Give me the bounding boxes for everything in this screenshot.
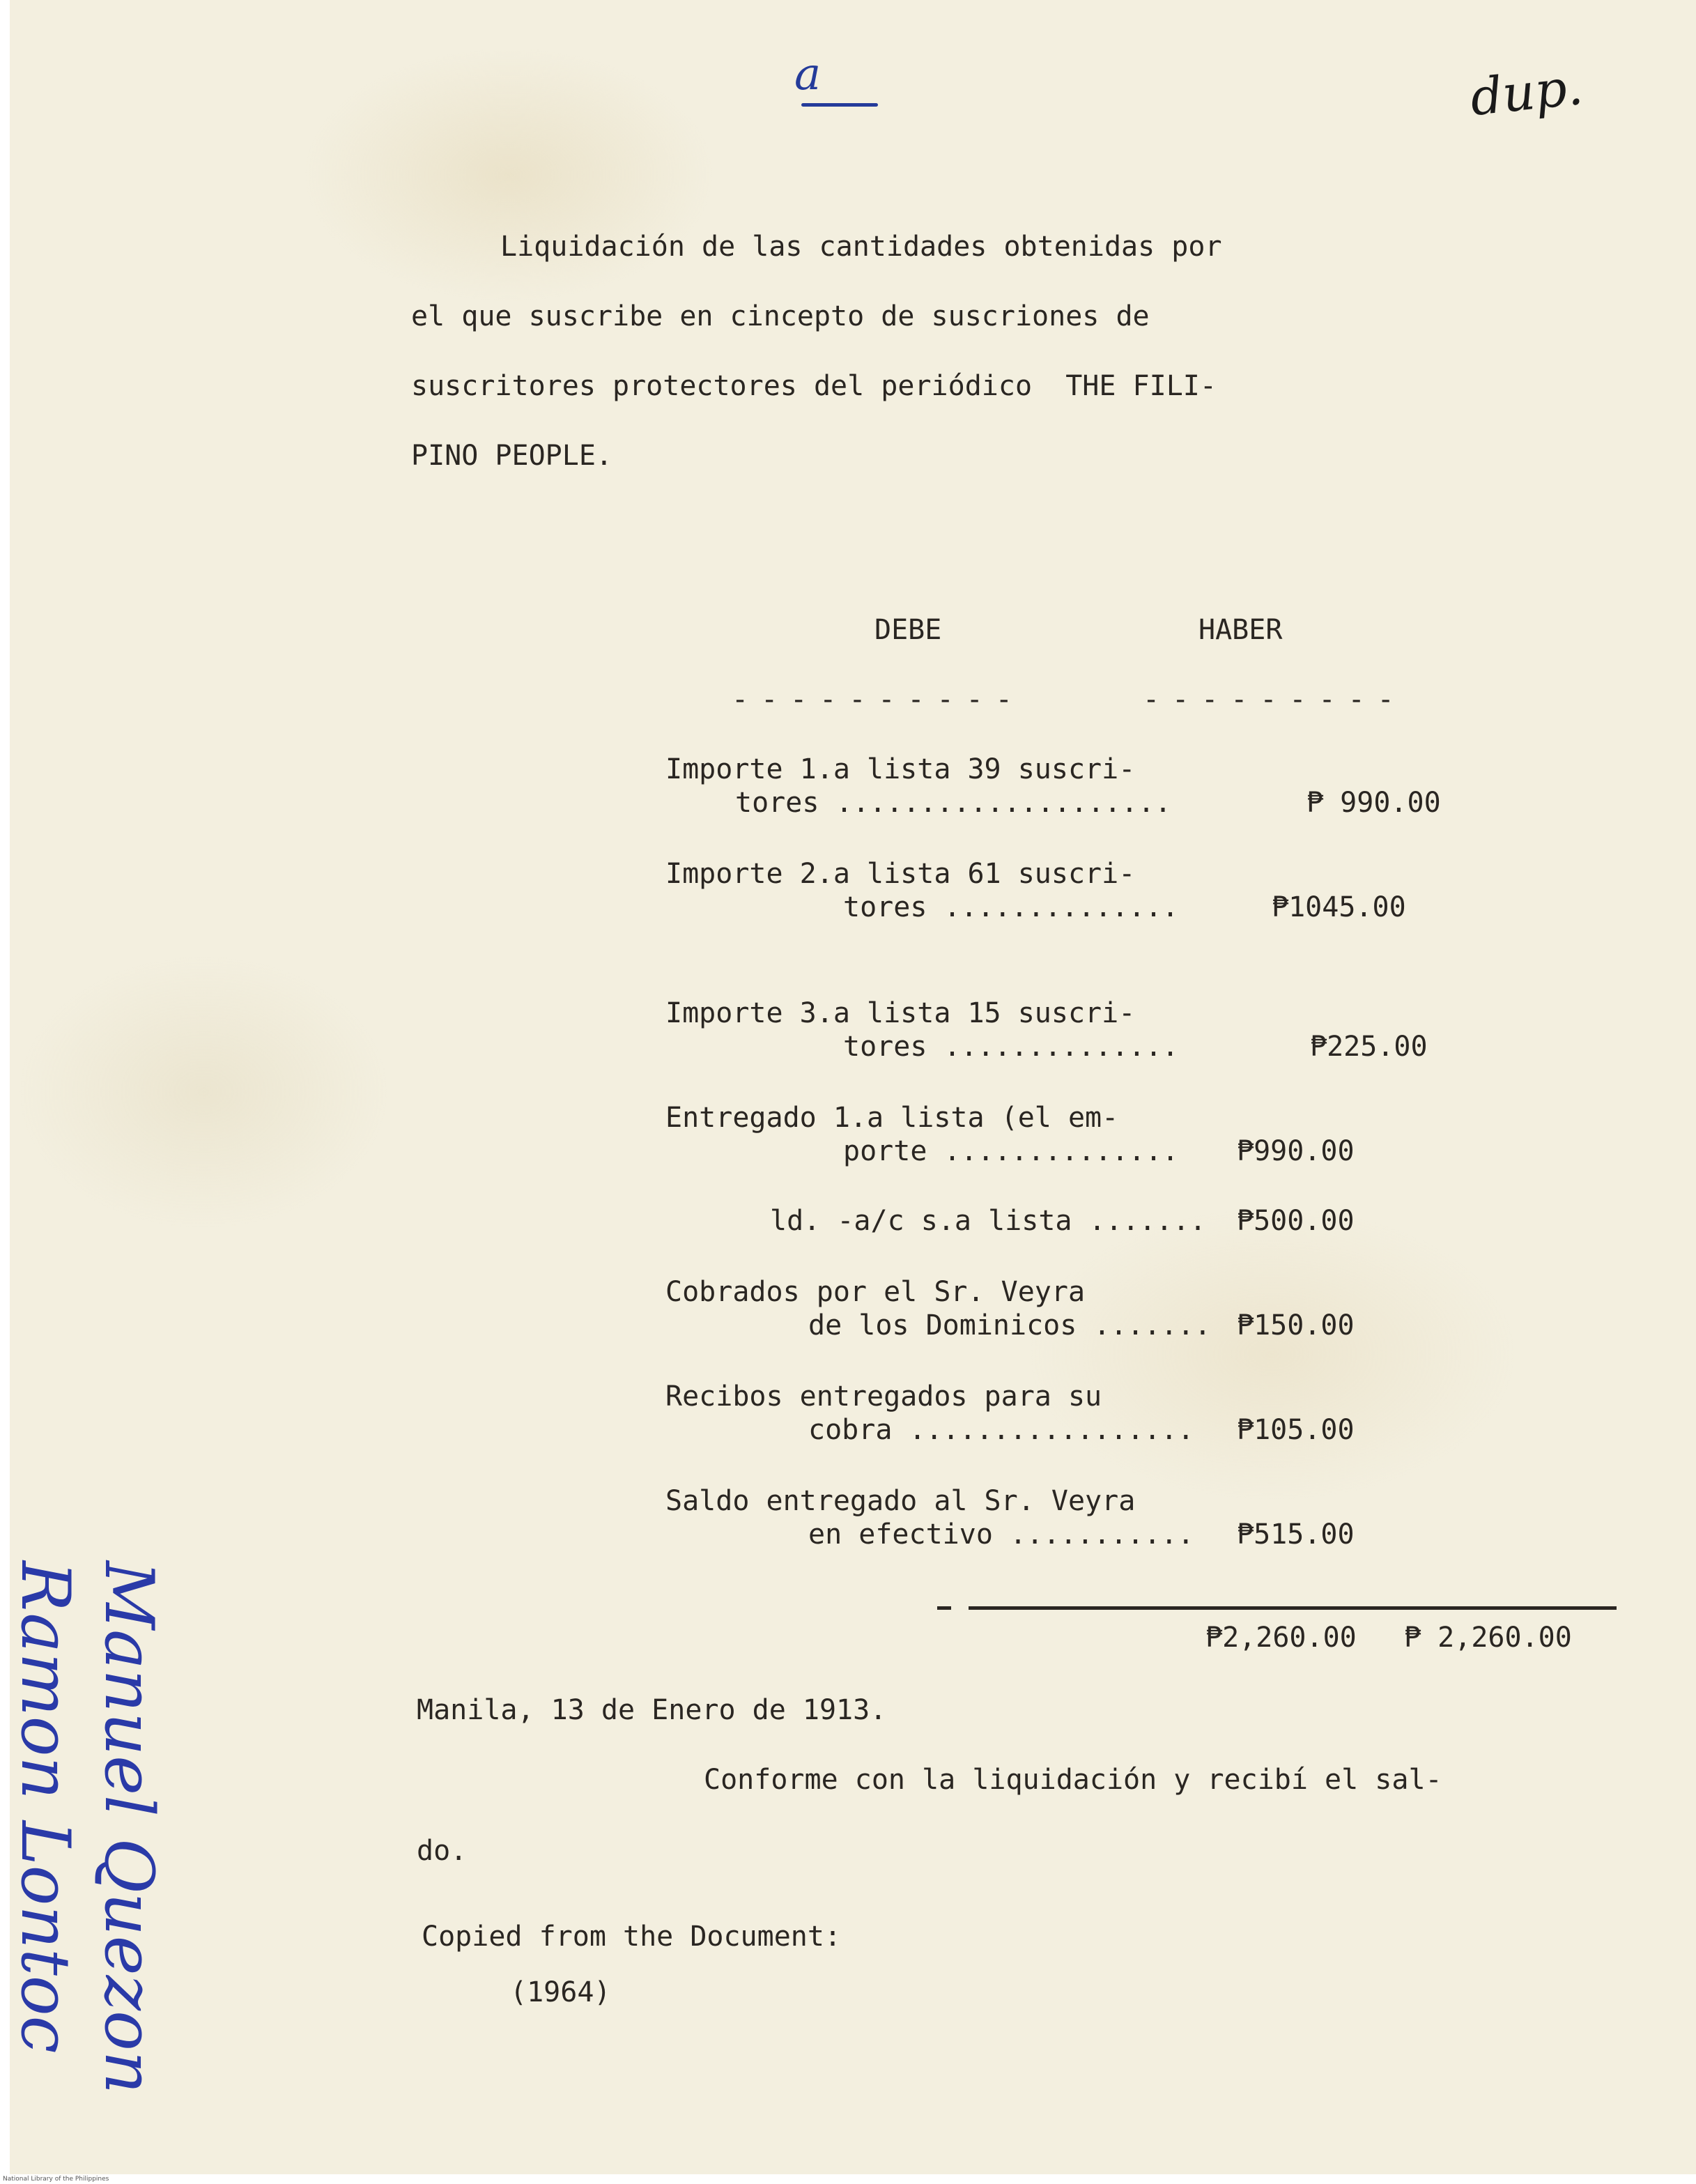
entry-2-line2: tores .............. [843,891,1179,923]
entry-6-amount: ₱150.00 [1237,1309,1355,1341]
intro-line-4: PINO PEOPLE. [411,440,612,472]
haber-dashes: --------- [1143,684,1407,716]
total-debe: ₱2,260.00 [1205,1622,1357,1654]
copied-line-1: Copied from the Document: [422,1921,842,1953]
entry-6-line2: de los Dominicos ....... [808,1309,1211,1341]
top-mark-underline [801,103,878,107]
place-date: Manila, 13 de Enero de 1913. [417,1694,887,1726]
entry-8-amount: ₱515.00 [1237,1518,1355,1551]
entry-5-line2: ld. -a/c s.a lista ....... [770,1205,1207,1237]
entry-3-amount: ₱225.00 [1310,1031,1428,1063]
entry-4-line1: Entregado 1.a lista (el em- [665,1102,1119,1134]
entry-3-line2: tores .............. [843,1031,1179,1063]
entry-3-line1: Importe 3.a lista 15 suscri- [665,997,1136,1029]
debe-header: DEBE [874,614,942,646]
entry-4-amount: ₱990.00 [1237,1135,1355,1167]
entry-8-line2: en efectivo ........... [808,1518,1194,1551]
dup-handwritten-mark: dup. [1467,56,1586,128]
entry-2-line1: Importe 2.a lista 61 suscri- [665,858,1136,890]
entry-8-line1: Saldo entregado al Sr. Veyra [665,1485,1136,1517]
total-haber: ₱ 2,260.00 [1404,1622,1572,1654]
entry-1-line1: Importe 1.a lista 39 suscri- [665,753,1136,785]
entry-5-amount: ₱500.00 [1237,1205,1355,1237]
conforme-line-2: do. [417,1835,468,1867]
copied-line-2: (1964) [510,1976,611,2008]
intro-line-2: el que suscribe en cincepto de suscriones de [411,300,1150,332]
total-rule-dash [937,1606,951,1610]
signature-line-2: Ramon Lontoc [6,1561,84,2054]
entry-7-amount: ₱105.00 [1237,1414,1355,1446]
intro-line-1: Liquidación de las cantidades obtenidas por [500,231,1222,263]
total-rule [969,1606,1617,1610]
entry-7-line1: Recibos entregados para su [665,1381,1102,1413]
debe-dashes: ---------- [732,684,1025,716]
conforme-line-1: Conforme con la liquidación y recibí el sal- [704,1764,1442,1796]
signature-line-1: Manuel Quezon [90,1561,168,2094]
entry-2-amount: ₱1045.00 [1272,891,1406,923]
intro-line-3: suscritores protectores del periódico THE FILI- [411,370,1217,402]
archive-strip: National Library of the Philippines [0,2174,1696,2184]
entry-1-line2: tores .................... [735,787,1172,819]
entry-4-line2: porte .............. [843,1135,1179,1167]
haber-header: HABER [1198,614,1283,646]
entry-7-line2: cobra ................. [808,1414,1194,1446]
handwritten-signature [3,1561,171,2094]
entry-1-amount: ₱ 990.00 [1306,787,1441,819]
top-handwritten-mark: a [794,49,822,100]
entry-6-line1: Cobrados por el Sr. Veyra [665,1276,1086,1308]
